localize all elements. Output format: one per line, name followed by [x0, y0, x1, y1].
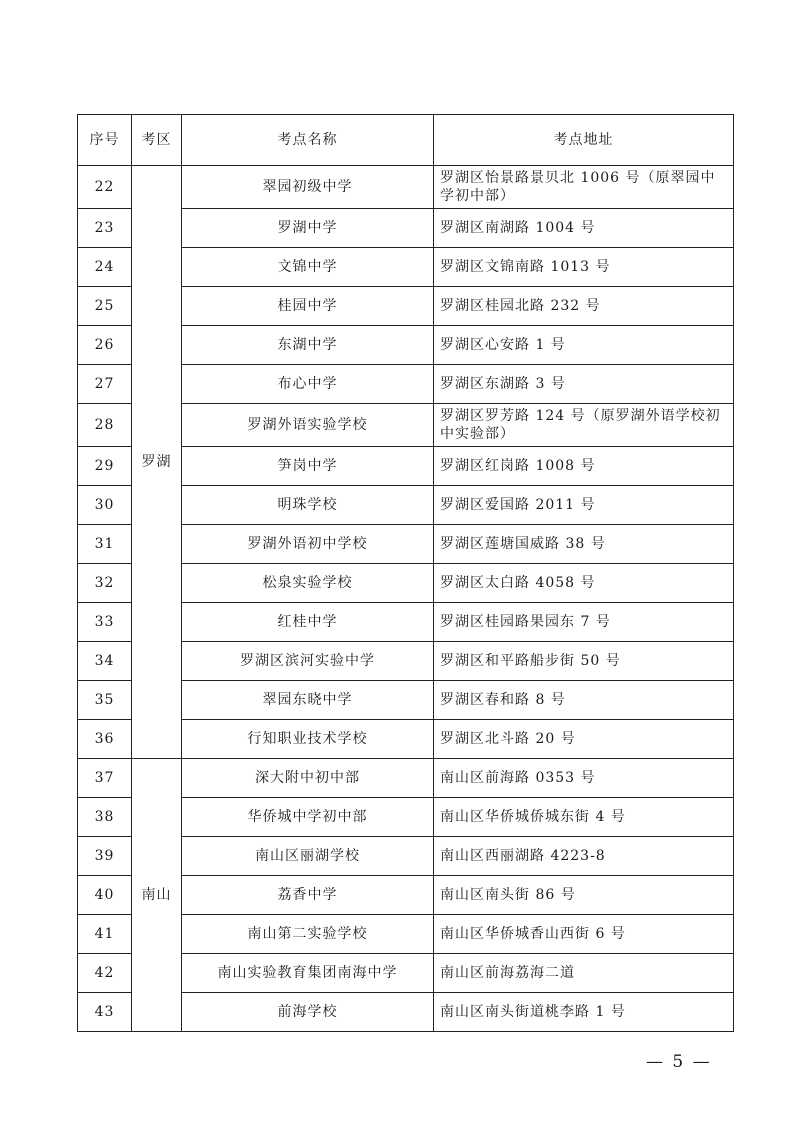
- serial-cell: 24: [78, 248, 132, 287]
- venue-address-cell: 罗湖区爱国路 2011 号: [434, 486, 734, 525]
- venue-name-cell: 罗湖中学: [182, 209, 434, 248]
- venue-name-cell: 南山实验教育集团南海中学: [182, 954, 434, 993]
- header-serial: 序号: [78, 115, 132, 166]
- venue-address-cell: 罗湖区心安路 1 号: [434, 326, 734, 365]
- venue-name-cell: 深大附中初中部: [182, 759, 434, 798]
- venue-name-cell: 行知职业技术学校: [182, 720, 434, 759]
- venue-address-cell: 罗湖区文锦南路 1013 号: [434, 248, 734, 287]
- venue-address-cell: 南山区南头街道桃李路 1 号: [434, 993, 734, 1032]
- serial-cell: 39: [78, 837, 132, 876]
- serial-cell: 30: [78, 486, 132, 525]
- venue-address-cell: 罗湖区桂园路果园东 7 号: [434, 603, 734, 642]
- serial-cell: 25: [78, 287, 132, 326]
- serial-cell: 33: [78, 603, 132, 642]
- serial-cell: 40: [78, 876, 132, 915]
- venue-address-cell: 罗湖区怡景路景贝北 1006 号（原翠园中学初中部）: [434, 166, 734, 209]
- venue-address-cell: 罗湖区和平路船步街 50 号: [434, 642, 734, 681]
- venue-name-cell: 东湖中学: [182, 326, 434, 365]
- venue-name-cell: 南山第二实验学校: [182, 915, 434, 954]
- exam-venue-table: [77, 114, 734, 1032]
- venue-address-cell: 南山区华侨城香山西街 6 号: [434, 915, 734, 954]
- venue-name-cell: 南山区丽湖学校: [182, 837, 434, 876]
- venue-name-cell: 松泉实验学校: [182, 564, 434, 603]
- serial-cell: 41: [78, 915, 132, 954]
- venue-address-cell: 罗湖区桂园北路 232 号: [434, 287, 734, 326]
- table-row: [78, 166, 734, 209]
- serial-cell: 22: [78, 166, 132, 209]
- serial-cell: 36: [78, 720, 132, 759]
- venue-name-cell: 翠园初级中学: [182, 166, 434, 209]
- serial-cell: 42: [78, 954, 132, 993]
- venue-address-cell: 罗湖区南湖路 1004 号: [434, 209, 734, 248]
- venue-address-cell: 罗湖区北斗路 20 号: [434, 720, 734, 759]
- venue-address-cell: 南山区前海荔海二道: [434, 954, 734, 993]
- venue-address-cell: 南山区华侨城侨城东街 4 号: [434, 798, 734, 837]
- serial-cell: 23: [78, 209, 132, 248]
- venue-address-cell: 南山区西丽湖路 4223-8: [434, 837, 734, 876]
- serial-cell: 31: [78, 525, 132, 564]
- serial-cell: 38: [78, 798, 132, 837]
- venue-name-cell: 罗湖外语实验学校: [182, 404, 434, 447]
- venue-name-cell: 桂园中学: [182, 287, 434, 326]
- venue-name-cell: 红桂中学: [182, 603, 434, 642]
- venue-name-cell: 布心中学: [182, 365, 434, 404]
- venue-address-cell: 罗湖区红岗路 1008 号: [434, 447, 734, 486]
- venue-name-cell: 明珠学校: [182, 486, 434, 525]
- serial-cell: 34: [78, 642, 132, 681]
- serial-cell: 26: [78, 326, 132, 365]
- header-venue-name: 考点名称: [182, 115, 434, 166]
- district-cell-nanshan: 南山: [132, 759, 182, 1032]
- venue-address-cell: 罗湖区太白路 4058 号: [434, 564, 734, 603]
- venue-name-cell: 罗湖区滨河实验中学: [182, 642, 434, 681]
- venue-name-cell: 前海学校: [182, 993, 434, 1032]
- serial-cell: 35: [78, 681, 132, 720]
- venue-name-cell: 笋岗中学: [182, 447, 434, 486]
- table-row: [78, 759, 734, 798]
- venue-address-cell: 罗湖区春和路 8 号: [434, 681, 734, 720]
- venue-address-cell: 罗湖区莲塘国威路 38 号: [434, 525, 734, 564]
- district-cell-luohu: 罗湖: [132, 166, 182, 759]
- serial-cell: 29: [78, 447, 132, 486]
- venue-name-cell: 华侨城中学初中部: [182, 798, 434, 837]
- serial-cell: 43: [78, 993, 132, 1032]
- serial-cell: 28: [78, 404, 132, 447]
- venue-name-cell: 文锦中学: [182, 248, 434, 287]
- page-number: — 5 —: [646, 1052, 712, 1072]
- serial-cell: 27: [78, 365, 132, 404]
- venue-address-cell: 罗湖区罗芳路 124 号（原罗湖外语学校初中实验部）: [434, 404, 734, 447]
- venue-name-cell: 翠园东晓中学: [182, 681, 434, 720]
- venue-address-cell: 南山区前海路 0353 号: [434, 759, 734, 798]
- serial-cell: 37: [78, 759, 132, 798]
- header-venue-address: 考点地址: [434, 115, 734, 166]
- serial-cell: 32: [78, 564, 132, 603]
- venue-address-cell: 南山区南头街 86 号: [434, 876, 734, 915]
- venue-address-cell: 罗湖区东湖路 3 号: [434, 365, 734, 404]
- header-district: 考区: [132, 115, 182, 166]
- venue-name-cell: 罗湖外语初中学校: [182, 525, 434, 564]
- table-header-row: [78, 115, 734, 166]
- venue-name-cell: 荔香中学: [182, 876, 434, 915]
